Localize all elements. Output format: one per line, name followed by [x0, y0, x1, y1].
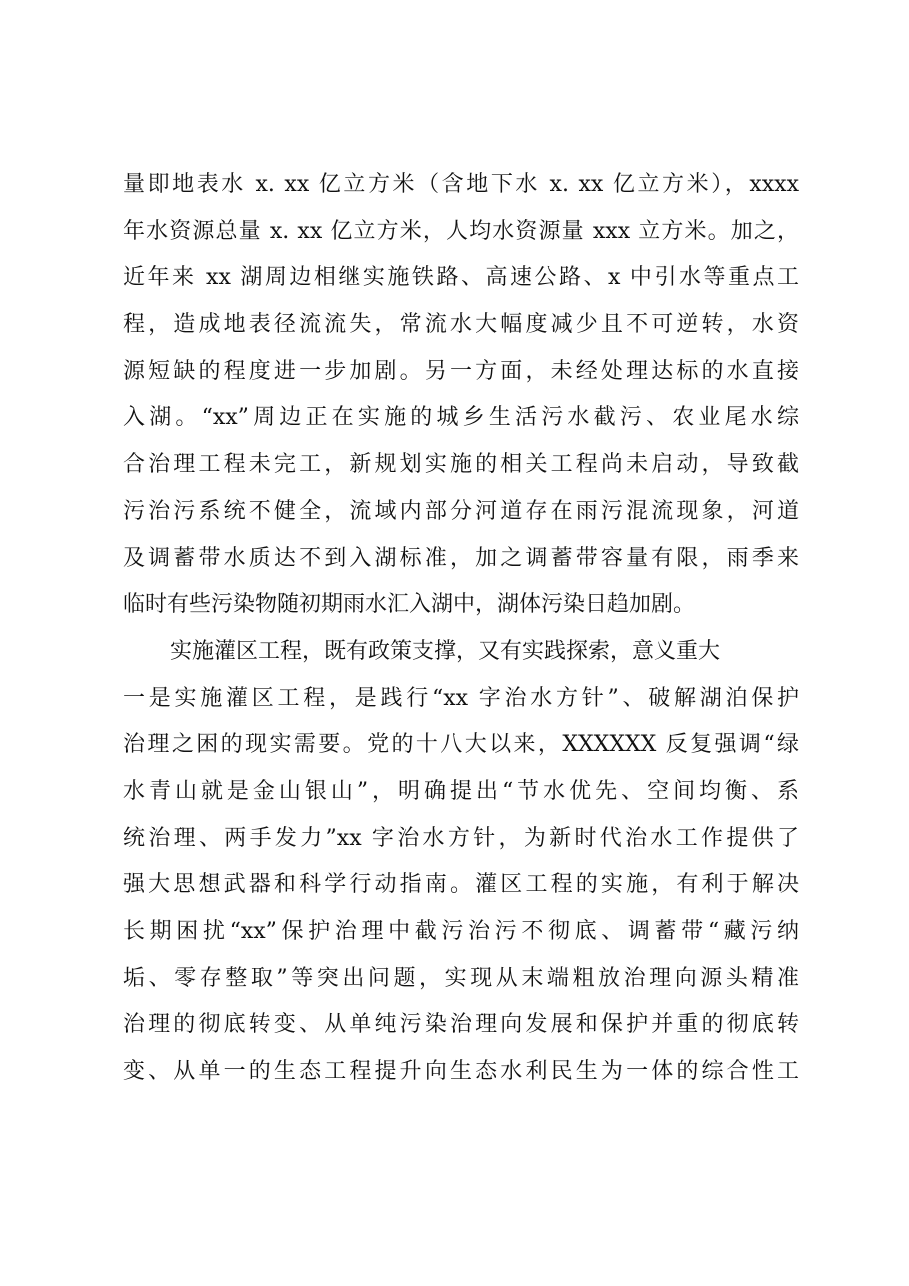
text-line: 入湖。“xx”周边正在实施的城乡生活污水截污、农业尾水综 — [123, 405, 799, 431]
text-line: 治理之困的现实需要。党的十八大以来，XXXXXX 反复强调“绿 — [123, 732, 799, 758]
text-line: 统治理、两手发力”xx 字治水方针，为新时代治水工作提供了 — [123, 825, 799, 851]
text-line: 年水资源总量 x. xx 亿立方米，人均水资源量 xxx 立方米。加之， — [123, 218, 799, 244]
text-line: 长期困扰“xx”保护治理中截污治污不彻底、调蓄带“藏污纳 — [123, 919, 799, 944]
document-body — [123, 162, 799, 1096]
section-heading: 实施灌区工程，既有政策支撑，又有实践探索，意义重大 — [170, 638, 721, 664]
text-line: 一是实施灌区工程，是践行“xx 字治水方针”、破解湖泊保护 — [123, 685, 799, 711]
paragraph-irrigation-project — [123, 676, 799, 1096]
text-line: 量即地表水 x. xx 亿立方米（含地下水 x. xx 亿立方米），xxxx — [123, 172, 799, 197]
text-line: 源短缺的程度进一步加剧。另一方面，未经处理达标的水直接 — [123, 358, 799, 384]
text-line: 及调蓄带水质达不到入湖标准，加之调蓄带容量有限，雨季来 — [123, 545, 799, 571]
text-line: 治理的彻底转变、从单纯污染治理向发展和保护并重的彻底转 — [123, 1012, 799, 1038]
text-line: 近年来 xx 湖周边相继实施铁路、高速公路、x 中引水等重点工 — [123, 265, 799, 291]
text-line: 污治污系统不健全，流域内部分河道存在雨污混流现象，河道 — [123, 498, 799, 524]
paragraph-water-shortage — [123, 162, 799, 629]
text-line: 临时有些污染物随初期雨水汇入湖中，湖体污染日趋加剧。 — [123, 592, 696, 618]
text-line: 水青山就是金山银山”，明确提出“节水优先、空间均衡、系 — [123, 778, 799, 804]
text-line: 强大思想武器和科学行动指南。灌区工程的实施，有利于解决 — [123, 872, 799, 898]
text-line: 垢、零存整取”等突出问题，实现从末端粗放治理向源头精准 — [123, 965, 799, 991]
text-line: 程，造成地表径流流失，常流水大幅度减少且不可逆转，水资 — [123, 312, 799, 338]
text-line: 合治理工程未完工，新规划实施的相关工程尚未启动，导致截 — [123, 452, 799, 478]
text-line: 变、从单一的生态工程提升向生态水利民生为一体的综合性工 — [123, 1059, 799, 1085]
